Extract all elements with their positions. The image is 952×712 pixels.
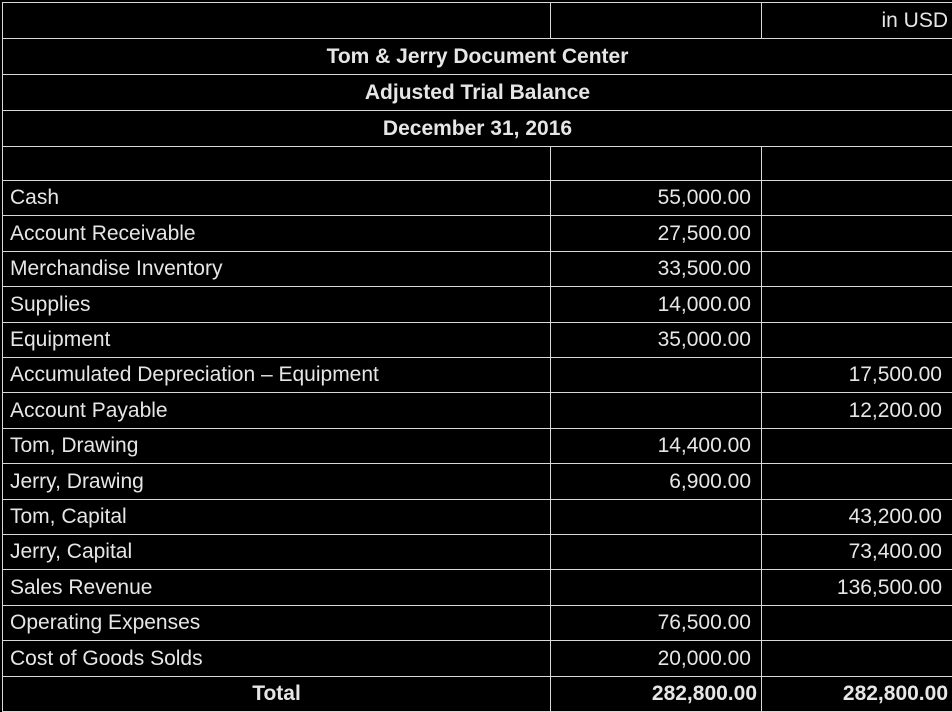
- account-name: Jerry, Drawing: [2, 463, 551, 500]
- account-name: Merchandise Inventory: [2, 251, 551, 287]
- account-name: Account Receivable: [2, 215, 551, 252]
- account-name: Account Payable: [2, 392, 551, 429]
- currency-note: in USD: [761, 2, 952, 39]
- debit-amount: [550, 534, 762, 570]
- report-date: December 31, 2016: [2, 110, 952, 147]
- account-name: Tom, Capital: [2, 499, 551, 535]
- debit-amount: 27,500.00: [550, 215, 762, 252]
- debit-amount: 35,000.00: [550, 322, 762, 358]
- credit-amount: 12,200.00: [761, 392, 952, 429]
- credit-amount: 43,200.00: [761, 499, 952, 535]
- total-label: Total: [2, 676, 551, 712]
- credit-amount: [761, 605, 952, 641]
- report-title: Adjusted Trial Balance: [2, 74, 952, 111]
- account-name: Tom, Drawing: [2, 428, 551, 464]
- debit-amount: [550, 499, 762, 535]
- blank-cell: [2, 146, 551, 181]
- credit-amount: [761, 428, 952, 464]
- credit-amount: [761, 286, 952, 323]
- credit-amount: [761, 463, 952, 500]
- credit-amount: [761, 640, 952, 677]
- blank-cell: [2, 2, 551, 39]
- debit-amount: [550, 569, 762, 606]
- debit-amount: [550, 357, 762, 393]
- debit-amount: [550, 392, 762, 429]
- account-name: Cash: [2, 180, 551, 216]
- debit-amount: 33,500.00: [550, 251, 762, 287]
- account-name: Jerry, Capital: [2, 534, 551, 570]
- account-name: Accumulated Depreciation – Equipment: [2, 357, 551, 393]
- total-credit: 282,800.00: [761, 676, 952, 712]
- company-name: Tom & Jerry Document Center: [2, 38, 952, 75]
- credit-amount: [761, 215, 952, 252]
- debit-amount: 14,000.00: [550, 286, 762, 323]
- credit-amount: 136,500.00: [761, 569, 952, 606]
- total-debit: 282,800.00: [550, 676, 762, 712]
- account-name: Cost of Goods Solds: [2, 640, 551, 677]
- debit-amount: 14,400.00: [550, 428, 762, 464]
- account-name: Equipment: [2, 322, 551, 358]
- blank-cell: [550, 146, 762, 181]
- account-name: Sales Revenue: [2, 569, 551, 606]
- account-name: Supplies: [2, 286, 551, 323]
- credit-amount: [761, 251, 952, 287]
- account-name: Operating Expenses: [2, 605, 551, 641]
- debit-amount: 55,000.00: [550, 180, 762, 216]
- debit-amount: 76,500.00: [550, 605, 762, 641]
- credit-amount: [761, 322, 952, 358]
- debit-amount: 6,900.00: [550, 463, 762, 500]
- credit-amount: 17,500.00: [761, 357, 952, 393]
- credit-amount: 73,400.00: [761, 534, 952, 570]
- credit-amount: [761, 180, 952, 216]
- debit-amount: 20,000.00: [550, 640, 762, 677]
- blank-cell: [761, 146, 952, 181]
- blank-cell: [550, 2, 762, 39]
